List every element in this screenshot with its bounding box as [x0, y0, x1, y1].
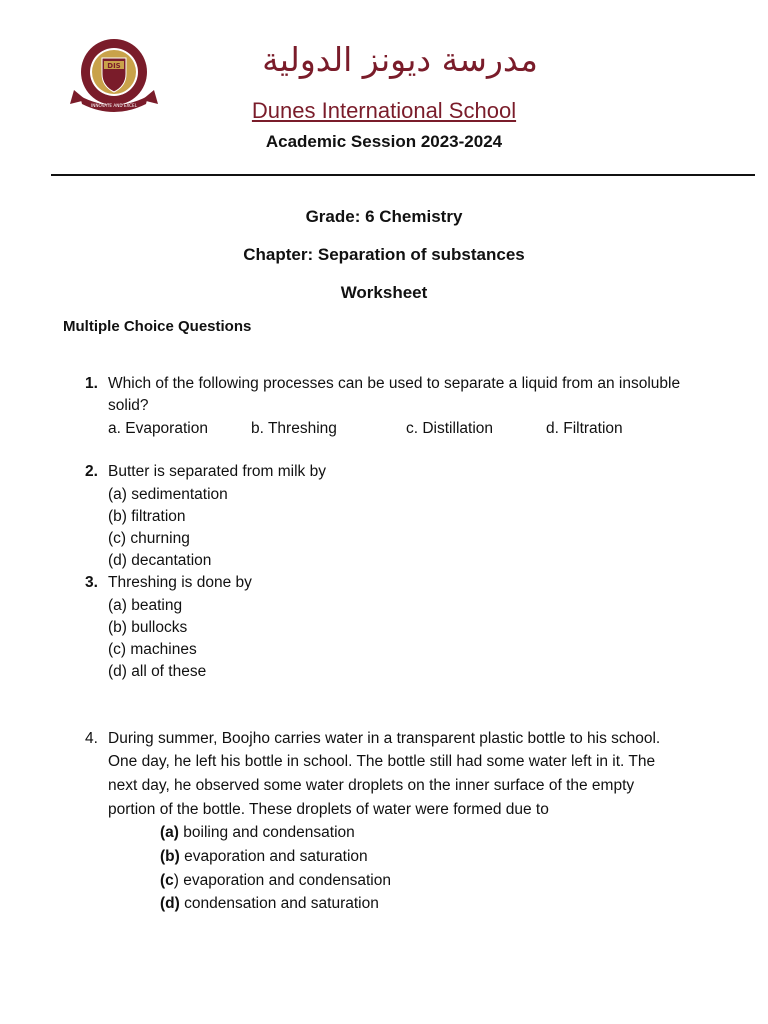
- option-a: (a) beating: [108, 597, 183, 614]
- question-text: Butter is separated from milk by: [108, 463, 326, 480]
- option-b: b. Threshing: [251, 420, 337, 437]
- school-name: Dunes International School: [251, 98, 517, 123]
- option-d: (d) all of these: [108, 663, 207, 680]
- logo-motto: INNOVATE AND EXCEL: [90, 103, 138, 108]
- option-text: condensation and saturation: [179, 895, 379, 912]
- grade-heading: Grade: 6 Chemistry: [305, 207, 463, 226]
- option-label: (a): [160, 824, 179, 841]
- option-text: evaporation and saturation: [179, 848, 368, 865]
- school-name-arabic: مدرسة ديونز الدولية: [262, 40, 538, 79]
- worksheet-title: Worksheet: [340, 283, 428, 302]
- question-text: Which of the following processes can be used to separate a liquid from an insoluble: [108, 375, 681, 392]
- chapter-heading: Chapter: Separation of substances: [243, 245, 525, 264]
- question-number: 2.: [85, 463, 98, 480]
- question-text: Threshing is done by: [108, 574, 252, 591]
- logo-initials: DIS: [107, 62, 121, 70]
- option-c: (c) machines: [108, 641, 197, 658]
- question-number: 3.: [85, 574, 98, 591]
- question-text: During summer, Boojho carries water in a transparent plastic bottle to his school.: [108, 730, 661, 747]
- option-c: c. Distillation: [406, 420, 493, 437]
- option-a: [160, 822, 355, 844]
- option-label: (d): [160, 895, 180, 912]
- header-divider: [51, 174, 755, 176]
- section-heading: Multiple Choice Questions: [63, 318, 252, 335]
- question-text: solid?: [108, 397, 149, 414]
- option-label: (c: [160, 872, 174, 889]
- question-text: portion of the bottle. These droplets of water were formed due to: [108, 801, 549, 818]
- option-b: [160, 846, 368, 868]
- option-b: (b) filtration: [108, 508, 186, 525]
- academic-session: Academic Session 2023-2024: [265, 132, 503, 151]
- question-text: next day, he observed some water droplets on the inner surface of the empty: [108, 777, 635, 794]
- option-c: [160, 870, 391, 892]
- option-d: (d) decantation: [108, 552, 212, 569]
- question-number: 4.: [85, 730, 98, 747]
- option-a: a. Evaporation: [108, 420, 208, 437]
- question-number: 1.: [85, 375, 98, 392]
- option-d: d. Filtration: [546, 420, 623, 437]
- option-text: ) evaporation and condensation: [173, 872, 391, 889]
- option-b: (b) bullocks: [108, 619, 188, 636]
- option-label: (b): [160, 848, 180, 865]
- option-c: (c) churning: [108, 530, 190, 547]
- option-text: boiling and condensation: [178, 824, 355, 841]
- option-d: [160, 893, 379, 915]
- option-a: (a) sedimentation: [108, 486, 228, 503]
- question-text: One day, he left his bottle in school. The bottle still had some water left in it. The: [108, 753, 656, 770]
